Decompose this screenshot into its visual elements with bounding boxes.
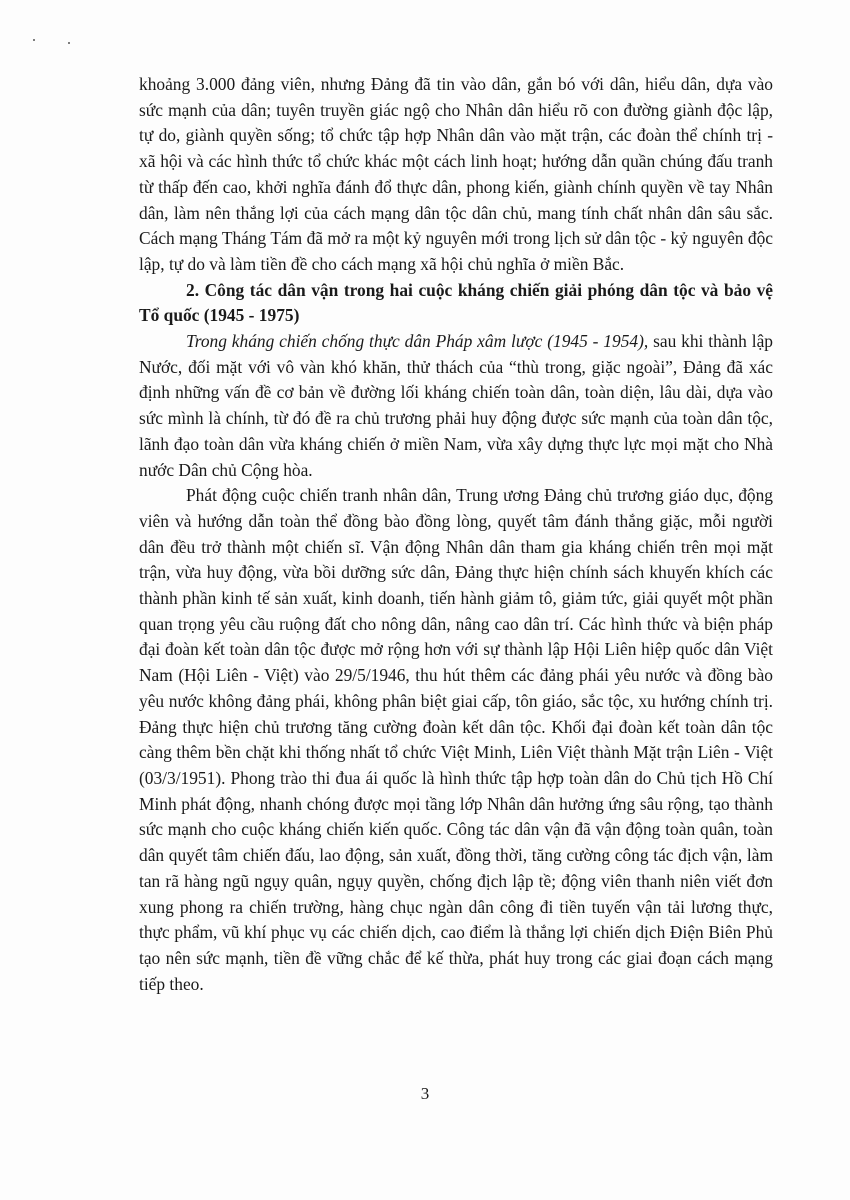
scan-speck <box>33 39 35 41</box>
document-body <box>139 72 773 997</box>
paragraph-italic-lead: Trong kháng chiến chống thực dân Pháp xâm lược (1945 - 1954), <box>186 331 649 352</box>
section-heading: 2. Công tác dân vận trong hai cuộc kháng chiến giải phóng dân tộc và bảo vệ Tổ quốc (1945 - 1975) <box>139 279 773 326</box>
scan-speck <box>68 42 70 44</box>
paragraph-peoples-war: Phát động cuộc chiến tranh nhân dân, Trung ương Đảng chủ trương giáo dục, động viên và hướng dẫn toàn thể đồng bào đồng lòng, quyết tâm đánh thắng giặc, mỗi người dân đều trở thành một chiến sĩ. Vận động Nhân dân tham gia kháng chiến trên mọi mặt trận, vừa huy động, vừa bồi dưỡng sức dân, Đảng thực hiện chính sách khuyến khích các thành phần kinh tế sản xuất, kinh doanh, tiến hành giảm tô, giảm tức, giải quyết một phần quan trọng yêu cầu ruộng đất cho nông dân, nâng cao dân trí. Các hình thức và biện pháp đại đoàn kết toàn dân tộc được mở rộng hơn với sự thành lập Hội Liên hiệp quốc dân Việt Nam (Hội Liên - Việt) vào 29/5/1946, thu hút thêm các đảng phái yêu nước và đồng bào yêu nước không đảng phái, không phân biệt giai cấp, tôn giáo, sắc tộc, xu hướng chính trị. Đảng thực hiện chủ trương tăng cường đoàn kết dân tộc. Khối đại đoàn kết toàn dân tộc càng thêm bền chặt khi thống nhất tổ chức Việt Minh, Liên Việt thành Mặt trận Liên - Việt (03/3/1951). Phong trào thi đua ái quốc là hình thức tập hợp toàn dân do Chủ tịch Hồ Chí Minh phát động, nhanh chóng được mọi tầng lớp Nhân dân hưởng ứng sâu rộng, tạo thành sức mạnh cho cuộc kháng chiến kiến quốc. Công tác dân vận đã vận động toàn quân, toàn dân quyết tâm chiến đấu, lao động, sản xuất, đồng thời, tăng cường công tác địch vận, làm tan rã hàng ngũ ngụy quân, ngụy quyền, chống địch lập tề; động viên thanh niên viết đơn xung phong ra chiến trường, hàng chục ngàn dân công đi tiền tuyến vận tải lương thực, thực phẩm, vũ khí phục vụ các chiến dịch, cao điểm là thắng lợi chiến dịch Điện Biên Phủ tạo nên sức mạnh, tiền đề vững chắc để kế thừa, phát huy trong các giai đoạn cách mạng tiếp theo. <box>139 485 773 994</box>
paragraph-continuation: khoảng 3.000 đảng viên, nhưng Đảng đã tin vào dân, gắn bó với dân, hiểu dân, dựa vào sức mạnh của dân; tuyên truyền giác ngộ cho Nhân dân hiểu rõ con đường giành độc lập, tự do, giành quyền sống; tổ chức tập hợp Nhân dân vào mặt trận, các đoàn thể chính trị - xã hội và các hình thức tổ chức khác một cách linh hoạt; hướng dẫn quần chúng đấu tranh từ thấp đến cao, khởi nghĩa đánh đổ thực dân, phong kiến, giành chính quyền về tay Nhân dân, làm nên thắng lợi của cách mạng dân tộc dân chủ, mang tính chất nhân dân sâu sắc. Cách mạng Tháng Tám đã mở ra một kỷ nguyên mới trong lịch sử dân tộc - kỷ nguyên độc lập, tự do và làm tiền đề cho cách mạng xã hội chủ nghĩa ở miền Bắc. <box>139 74 773 274</box>
paragraph-resistance-france <box>139 329 773 483</box>
paragraph-body-text: sau khi thành lập Nước, đối mặt với vô vàn khó khăn, thử thách của “thù trong, giặc ngoài”, Đảng đã xác định những vấn đề cơ bản về đường lối kháng chiến toàn dân, toàn diện, lâu dài, dựa vào sức mình là chính, từ đó đề ra chủ trương phải huy động được sức mạnh của toàn dân tộc, lãnh đạo toàn dân vừa kháng chiến ở miền Nam, vừa xây dựng thực lực mọi mặt cho Nhà nước Dân chủ Cộng hòa. <box>139 331 773 480</box>
page-number: 3 <box>420 1084 430 1103</box>
